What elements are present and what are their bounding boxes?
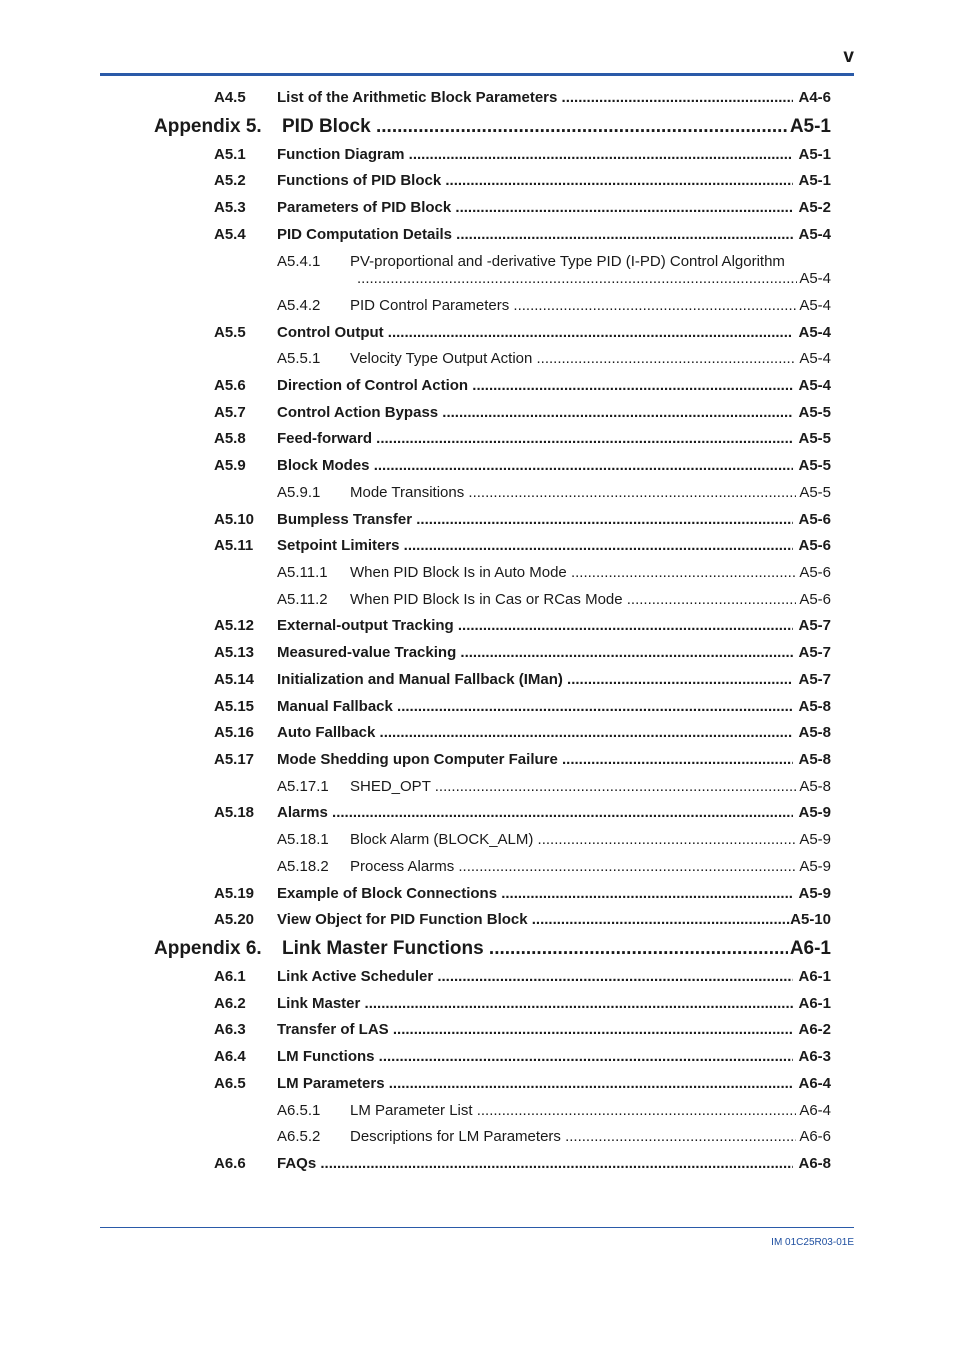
toc-entry-title: SHED_OPT ..... [350, 778, 796, 795]
toc-entry[interactable] [0, 885, 954, 907]
toc-entry[interactable] [0, 591, 954, 613]
toc-entry[interactable] [0, 804, 954, 826]
toc-entry-number: A5.13 [214, 644, 255, 661]
toc-entry-page: A5-9 [798, 885, 831, 902]
toc-entry-number: A5.18 [214, 804, 255, 821]
toc-entry-page: A5-4 [799, 270, 831, 287]
toc-entry-page: A6-1 [789, 938, 831, 959]
toc-entry[interactable] [0, 404, 954, 426]
toc-entry-title: Mode Shedding upon Computer Failure ..... [277, 751, 793, 768]
toc-entry-number: A6.4 [214, 1048, 246, 1065]
toc-entry[interactable] [0, 1128, 954, 1150]
toc-entry-title: Mode Transitions ..... [350, 484, 796, 501]
toc-entry-number: A5.1 [214, 146, 246, 163]
toc-entry-title: Direction of Control Action ..... [277, 377, 793, 394]
toc-entry[interactable] [0, 537, 954, 559]
toc-entry-page: A5-5 [798, 457, 831, 474]
toc-entry-number: A5.7 [214, 404, 246, 421]
toc-entry-page: A5-10 [790, 911, 831, 928]
toc-entry-page: A5-9 [799, 831, 831, 848]
toc-entry-title: View Object for PID Function Block ..... [277, 911, 793, 928]
toc-entry-title: Link Active Scheduler ..... [277, 968, 793, 985]
toc-entry-title: Block Modes ..... [277, 457, 793, 474]
toc-entry-number: Appendix 6. [154, 938, 262, 959]
toc-entry-number: A5.11.2 [277, 591, 328, 608]
toc-entry-page: A6-4 [799, 1102, 831, 1119]
toc-entry-title: External-output Tracking ..... [277, 617, 793, 634]
toc-entry-page: A5-6 [799, 564, 831, 581]
toc-entry-page: A5-4 [799, 350, 831, 367]
toc-entry-number: A5.10 [214, 511, 255, 528]
toc-entry-number: A6.5.1 [277, 1102, 321, 1119]
toc-entry-title: FAQs ..... [277, 1155, 793, 1172]
toc-entry-number: A5.12 [214, 617, 255, 634]
toc-entry[interactable] [0, 199, 954, 221]
toc-entry-number: A5.4.1 [277, 253, 321, 270]
toc-entry-page: A5-5 [798, 404, 831, 421]
toc-entry[interactable] [0, 1021, 954, 1043]
toc-entry-number: A6.3 [214, 1021, 246, 1038]
toc-entry-number: A5.5.1 [277, 350, 321, 367]
toc-entry-number: A5.3 [214, 199, 246, 216]
toc-entry-title: Functions of PID Block ..... [277, 172, 793, 189]
toc-entry-number: A5.4.2 [277, 297, 321, 314]
toc-entry-title: Descriptions for LM Parameters ..... [350, 1128, 796, 1145]
toc-entry-title: Example of Block Connections ..... [277, 885, 793, 902]
toc-entry-number: A6.5.2 [277, 1128, 321, 1145]
toc-entry-number: A5.17 [214, 751, 255, 768]
toc-entry[interactable] [0, 778, 954, 800]
toc-entry[interactable] [0, 724, 954, 746]
toc-entry-number: A5.11 [214, 537, 254, 554]
toc-entry-page: A6-3 [798, 1048, 831, 1065]
toc-entry-number: A6.2 [214, 995, 246, 1012]
toc-entry-page: A5-5 [799, 484, 831, 501]
toc-entry-page: A5-8 [798, 698, 831, 715]
toc-entry[interactable] [0, 1075, 954, 1097]
toc-entry-title: When PID Block Is in Cas or RCas Mode ..... [350, 591, 796, 608]
toc-entry-title: Transfer of LAS ..... [277, 1021, 793, 1038]
toc-entry-page: A5-4 [798, 324, 831, 341]
toc-entry-page: A5-8 [798, 724, 831, 741]
toc-entry-page: A6-1 [798, 968, 831, 985]
toc-entry-page: A5-8 [798, 751, 831, 768]
toc-entry-title: Control Output ..... [277, 324, 793, 341]
toc-appendix-heading[interactable] [0, 116, 954, 144]
toc-entry-page: A5-4 [798, 377, 831, 394]
toc-entry[interactable] [0, 172, 954, 194]
toc-entry-title: List of the Arithmetic Block Parameters ..... [277, 89, 793, 106]
toc-entry-number: A4.5 [214, 89, 246, 106]
toc-entry[interactable] [0, 858, 954, 880]
toc-entry[interactable] [0, 1102, 954, 1124]
toc-entry-title: Initialization and Manual Fallback (IMan) ..... [277, 671, 793, 688]
toc-entry-title: Manual Fallback ..... [277, 698, 793, 715]
toc-entry-page: A6-8 [798, 1155, 831, 1172]
toc-entry-title: Process Alarms ..... [350, 858, 796, 875]
toc-entry-title: Link Master ..... [277, 995, 793, 1012]
toc-entry[interactable] [0, 89, 954, 111]
toc-entry-title: Setpoint Limiters ..... [277, 537, 793, 554]
toc-entry[interactable] [0, 511, 954, 533]
toc-entry-number: A5.9 [214, 457, 246, 474]
toc-entry-page: A6-2 [798, 1021, 831, 1038]
toc-entry[interactable] [0, 226, 954, 248]
toc-entry-title: PV-proportional and -derivative Type PID (I-PD) Control Algorithm [350, 253, 785, 270]
toc-entry[interactable] [0, 698, 954, 720]
toc-entry-page: A5-6 [798, 511, 831, 528]
toc-entry-title: Link Master Functions ..... [282, 938, 788, 960]
toc-entry-number: A5.2 [214, 172, 246, 189]
toc-entry-number: A5.5 [214, 324, 246, 341]
toc-entry-number: A6.1 [214, 968, 246, 985]
toc-entry-page: A5-7 [798, 671, 831, 688]
toc-entry-title: PID Computation Details ..... [277, 226, 793, 243]
toc-entry-number: A5.17.1 [277, 778, 329, 795]
toc-entry-page: A5-9 [798, 804, 831, 821]
toc-entry-title: Parameters of PID Block ..... [277, 199, 793, 216]
toc-entry-number: A5.8 [214, 430, 246, 447]
toc-entry[interactable] [0, 995, 954, 1017]
toc-entry[interactable] [0, 671, 954, 693]
toc-entry-number: A5.19 [214, 885, 255, 902]
toc-entry-number: A6.5 [214, 1075, 246, 1092]
toc-entry-title: Function Diagram ..... [277, 146, 793, 163]
toc-entry[interactable] [0, 644, 954, 666]
toc-entry-number: A5.6 [214, 377, 246, 394]
toc-entry-number: A5.14 [214, 671, 255, 688]
toc-entry[interactable] [0, 253, 954, 291]
toc-entry-number: A5.16 [214, 724, 255, 741]
toc-entry-title: LM Parameters ..... [277, 1075, 793, 1092]
toc-entry[interactable] [0, 968, 954, 990]
toc-entry[interactable] [0, 430, 954, 452]
toc-entry[interactable] [0, 831, 954, 853]
toc-entry-number: A5.9.1 [277, 484, 321, 501]
toc-entry-title: Control Action Bypass ..... [277, 404, 793, 421]
toc-entry-title: Block Alarm (BLOCK_ALM) ..... [350, 831, 796, 848]
toc-entry-title: Velocity Type Output Action ..... [350, 350, 796, 367]
toc-entry[interactable] [0, 564, 954, 586]
toc-entry[interactable] [0, 484, 954, 506]
toc-entry-number: A5.15 [214, 698, 255, 715]
toc-entry[interactable] [0, 297, 954, 319]
toc-entry[interactable] [0, 911, 954, 933]
toc-entry-title: Bumpless Transfer ..... [277, 511, 793, 528]
toc-entry-number: A6.6 [214, 1155, 246, 1172]
toc-entry-title: PID Block ..... [282, 116, 788, 138]
toc-entry-page: A5-4 [799, 297, 831, 314]
toc-entry-page: A5-1 [798, 172, 831, 189]
page-number: v [843, 46, 854, 67]
toc-entry-page: A6-6 [799, 1128, 831, 1145]
toc-entry[interactable] [0, 617, 954, 639]
toc-entry-page: A5-7 [798, 644, 831, 661]
footer-rule [100, 1227, 854, 1228]
toc-entry-title: Auto Fallback ..... [277, 724, 793, 741]
toc-appendix-heading[interactable] [0, 938, 954, 966]
toc-entry-page: A5-9 [799, 858, 831, 875]
toc-entry-number: A5.18.1 [277, 831, 329, 848]
document-id: IM 01C25R03-01E [771, 1237, 854, 1248]
toc-entry-page: A4-6 [798, 89, 831, 106]
toc-entry-title: PID Control Parameters ..... [350, 297, 796, 314]
toc-leader-dots [357, 270, 797, 287]
toc-entry-page: A5-1 [789, 116, 831, 137]
toc-entry-title: Feed-forward ..... [277, 430, 793, 447]
toc-entry-page: A5-5 [798, 430, 831, 447]
toc-entry-page: A6-1 [798, 995, 831, 1012]
toc-entry-title: LM Parameter List ..... [350, 1102, 796, 1119]
toc-entry-number: A5.18.2 [277, 858, 329, 875]
toc-entry[interactable] [0, 1048, 954, 1070]
toc-entry-page: A5-7 [798, 617, 831, 634]
toc-entry-page: A5-1 [798, 146, 831, 163]
toc-entry-page: A5-2 [798, 199, 831, 216]
toc-entry-page: A6-4 [798, 1075, 831, 1092]
toc-entry[interactable] [0, 350, 954, 372]
toc-entry[interactable] [0, 324, 954, 346]
toc-entry[interactable] [0, 751, 954, 773]
toc-entry[interactable] [0, 1155, 954, 1177]
toc-entry-number: Appendix 5. [154, 116, 262, 137]
toc-entry-title: Alarms ..... [277, 804, 793, 821]
toc-entry-title: When PID Block Is in Auto Mode ..... [350, 564, 796, 581]
toc-entry-title: Measured-value Tracking ..... [277, 644, 793, 661]
toc-entry-title: LM Functions ..... [277, 1048, 793, 1065]
toc-entry-page: A5-8 [799, 778, 831, 795]
toc-entry[interactable] [0, 377, 954, 399]
toc-entry-page: A5-4 [798, 226, 831, 243]
toc-entry[interactable] [0, 457, 954, 479]
toc-entry-number: A5.4 [214, 226, 246, 243]
toc-entry-number: A5.11.1 [277, 564, 328, 581]
toc-entry-page: A5-6 [799, 591, 831, 608]
toc-entry-number: A5.20 [214, 911, 255, 928]
toc-entry-page: A5-6 [798, 537, 831, 554]
toc-entry[interactable] [0, 146, 954, 168]
